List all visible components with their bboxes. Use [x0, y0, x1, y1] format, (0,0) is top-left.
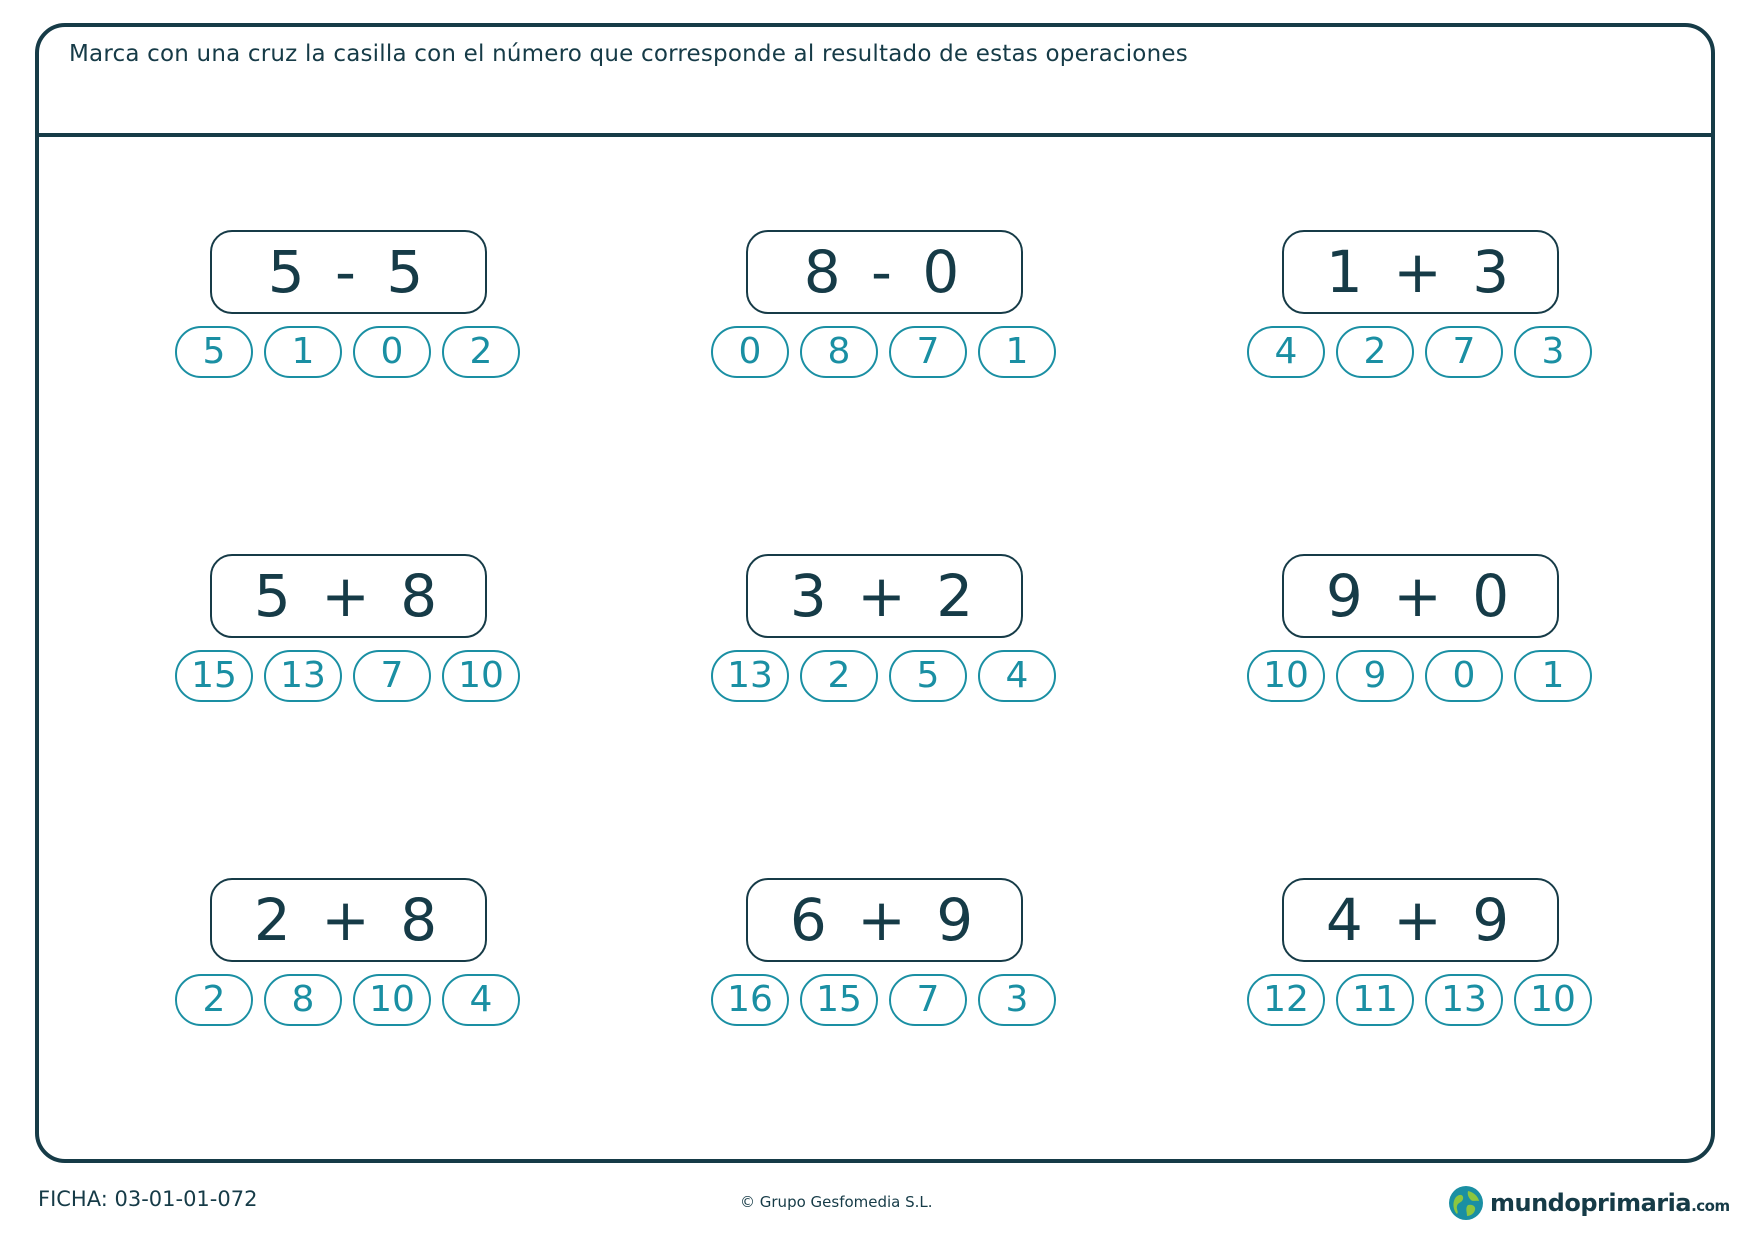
logo-suffix: .com: [1691, 1197, 1730, 1215]
answer-option[interactable]: 10: [442, 650, 520, 702]
answer-option[interactable]: 1: [978, 326, 1056, 378]
answer-option[interactable]: 13: [711, 650, 789, 702]
answer-option[interactable]: 1: [1514, 650, 1592, 702]
answer-option[interactable]: 10: [1514, 974, 1592, 1026]
answer-option[interactable]: 0: [711, 326, 789, 378]
worksheet-code: FICHA: 03-01-01-072: [38, 1187, 258, 1211]
exercise-5: [711, 554, 1071, 704]
answer-option[interactable]: 11: [1336, 974, 1414, 1026]
answer-option[interactable]: 0: [1425, 650, 1503, 702]
exercise-2: [711, 230, 1071, 380]
operation-box: 6 + 9: [746, 878, 1023, 962]
answer-options: [175, 650, 520, 702]
answer-option[interactable]: 7: [889, 974, 967, 1026]
answer-option[interactable]: 2: [800, 650, 878, 702]
answer-option[interactable]: 7: [353, 650, 431, 702]
instruction-text: Marca con una cruz la casilla con el número que corresponde al resultado de estas operaciones: [69, 41, 1188, 67]
answer-options: [1247, 974, 1592, 1026]
worksheet-frame: [35, 23, 1715, 1163]
answer-option[interactable]: 3: [978, 974, 1056, 1026]
answer-option[interactable]: 0: [353, 326, 431, 378]
operation-box: 5 + 8: [210, 554, 487, 638]
site-logo[interactable]: [1448, 1185, 1730, 1221]
exercise-9: [1247, 878, 1607, 1028]
answer-options: [711, 326, 1056, 378]
answer-options: [1247, 650, 1592, 702]
instruction-header: [39, 27, 1711, 137]
answer-options: [175, 326, 520, 378]
answer-option[interactable]: 8: [800, 326, 878, 378]
exercise-3: [1247, 230, 1607, 380]
answer-option[interactable]: 13: [1425, 974, 1503, 1026]
answer-option[interactable]: 10: [353, 974, 431, 1026]
answer-option[interactable]: 7: [1425, 326, 1503, 378]
answer-option[interactable]: 3: [1514, 326, 1592, 378]
answer-option[interactable]: 5: [889, 650, 967, 702]
logo-name: mundoprimaria: [1490, 1189, 1692, 1217]
answer-option[interactable]: 4: [978, 650, 1056, 702]
answer-option[interactable]: 9: [1336, 650, 1414, 702]
answer-option[interactable]: 15: [800, 974, 878, 1026]
exercise-6: [1247, 554, 1607, 704]
exercise-1: [175, 230, 535, 380]
answer-option[interactable]: 1: [264, 326, 342, 378]
operation-box: 3 + 2: [746, 554, 1023, 638]
answer-option[interactable]: 5: [175, 326, 253, 378]
operation-box: 9 + 0: [1282, 554, 1559, 638]
answer-option[interactable]: 4: [442, 974, 520, 1026]
answer-option[interactable]: 2: [175, 974, 253, 1026]
exercise-8: [711, 878, 1071, 1028]
answer-option[interactable]: 2: [1336, 326, 1414, 378]
operation-box: 2 + 8: [210, 878, 487, 962]
logo-text: [1490, 1189, 1730, 1217]
answer-options: [711, 650, 1056, 702]
answer-option[interactable]: 13: [264, 650, 342, 702]
answer-option[interactable]: 7: [889, 326, 967, 378]
answer-option[interactable]: 15: [175, 650, 253, 702]
answer-options: [175, 974, 520, 1026]
answer-option[interactable]: 10: [1247, 650, 1325, 702]
operation-box: 1 + 3: [1282, 230, 1559, 314]
operation-box: 5 - 5: [210, 230, 487, 314]
globe-icon: [1448, 1185, 1484, 1221]
answer-option[interactable]: 16: [711, 974, 789, 1026]
copyright-notice: © Grupo Gesfomedia S.L.: [740, 1193, 933, 1211]
answer-options: [1247, 326, 1592, 378]
operation-box: 8 - 0: [746, 230, 1023, 314]
operation-box: 4 + 9: [1282, 878, 1559, 962]
exercise-7: [175, 878, 535, 1028]
answer-options: [711, 974, 1056, 1026]
answer-option[interactable]: 8: [264, 974, 342, 1026]
answer-option[interactable]: 2: [442, 326, 520, 378]
answer-option[interactable]: 4: [1247, 326, 1325, 378]
exercise-4: [175, 554, 535, 704]
answer-option[interactable]: 12: [1247, 974, 1325, 1026]
